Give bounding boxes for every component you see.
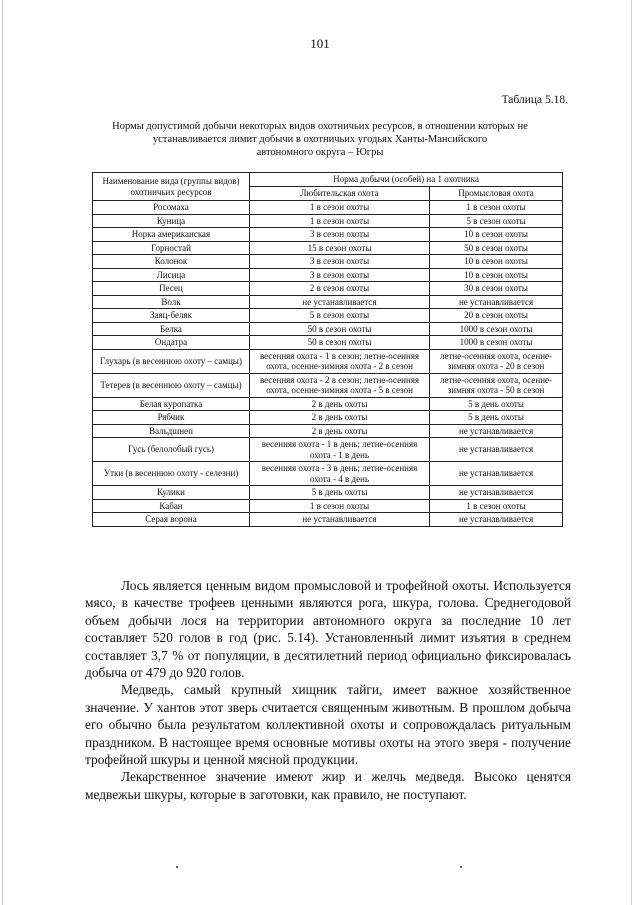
cell-commercial: 10 в сезон охоты	[430, 255, 563, 269]
caption-line: автономного округа – Югры	[256, 147, 384, 158]
caption-line: Нормы допустимой добычи некоторых видов охотничьих ресурсов, в отношении которых не	[112, 121, 528, 132]
cell-species: Ондатра	[93, 336, 250, 350]
table-row	[93, 349, 563, 373]
table-row	[93, 462, 563, 486]
hunting-norms-table	[92, 172, 563, 527]
paragraph-bear-medicine: Лекарственное значение имеют жир и желчь медведя. Высоко ценятся медвежьи шкуры, которые в заготовки, как правило, не поступают.	[85, 769, 571, 802]
table-row	[93, 295, 563, 309]
cell-species: Кабан	[93, 499, 250, 513]
cell-commercial: 5 в сезон охоты	[430, 214, 563, 228]
cell-species: Заяц-беляк	[93, 309, 250, 323]
cell-species: Песец	[93, 282, 250, 296]
cell-commercial: 50 в сезон охоты	[430, 241, 563, 255]
cell-amateur: 50 в сезон охоты	[250, 322, 430, 336]
cell-amateur: весенняя охота - 2 в сезон; летне-осенняя охота, осенне-зимняя охота - 5 в сезон	[250, 373, 430, 397]
cell-commercial: 1 в сезон охоты	[430, 201, 563, 215]
scan-speck	[176, 866, 178, 868]
table-row	[93, 336, 563, 350]
page-number: 101	[310, 36, 330, 51]
cell-species: Лисица	[93, 268, 250, 282]
cell-commercial: не устанавливается	[430, 462, 563, 486]
table-label: Таблица 5.18.	[501, 94, 568, 106]
cell-commercial: 10 в сезон охоты	[430, 268, 563, 282]
table-row	[93, 322, 563, 336]
cell-species: Серая ворона	[93, 513, 250, 527]
cell-commercial: не устанавливается	[430, 438, 563, 462]
paragraph-moose: Лось является ценным видом промысловой и трофейной охоты. Используется мясо, в качестве трофеев ценными являются рога, шкура, голова. Среднегодовой объем добычи лося на территории автономного округа за последние 10 лет составляет 520 голов в год (рис. 5.14). Установленный лимит изъятия в среднем составляет 3,7 % от популяции, в десятилетний период официально фиксировалась добыча от 479 до 920 голов.	[85, 578, 571, 681]
table-row	[93, 268, 563, 282]
cell-species: Горностай	[93, 241, 250, 255]
cell-species: Глухарь (в весеннюю охоту – самцы)	[93, 349, 250, 373]
cell-amateur: 2 в день охоты	[250, 411, 430, 425]
cell-species: Куница	[93, 214, 250, 228]
cell-species: Норка американская	[93, 228, 250, 242]
table-row	[93, 486, 563, 500]
scan-edge-right	[631, 0, 632, 905]
table-row	[93, 255, 563, 269]
cell-amateur: 1 в сезон охоты	[250, 214, 430, 228]
header-species: Наименование вида (группы видов) охотничьих ресурсов	[93, 173, 250, 201]
cell-species: Кулики	[93, 486, 250, 500]
cell-amateur: не устанавливается	[250, 513, 430, 527]
cell-species: Вальдшнеп	[93, 424, 250, 438]
paragraph-bear: Медведь, самый крупный хищник тайги, имеет важное хозяйственное значение. У хантов этот зверь считается священным животным. В прошлом добыча его обычно была результатом коллективной охоты и сопровождалась ритуальным праздником. В настоящее время основные мотивы охоты на этого зверя - получение трофейной шкуры и ценной мясной продукции.	[85, 682, 571, 768]
table-row	[93, 241, 563, 255]
table-body	[93, 201, 563, 527]
body-text	[85, 577, 571, 803]
table-caption	[80, 120, 560, 159]
cell-commercial: не устанавливается	[430, 295, 563, 309]
table-row	[93, 201, 563, 215]
cell-amateur: 2 в сезон охоты	[250, 282, 430, 296]
cell-species: Гусь (белолобый гусь)	[93, 438, 250, 462]
cell-commercial: 20 в сезон охоты	[430, 309, 563, 323]
cell-amateur: весенняя охота - 1 в сезон; летне-осенняя охота, осенне-зимняя охота - 2 в сезон	[250, 349, 430, 373]
cell-species: Тетерев (в весеннюю охоту – самцы)	[93, 373, 250, 397]
table-row	[93, 397, 563, 411]
cell-amateur: весенняя охота - 3 в день; летне-осенняя охота - 4 в день	[250, 462, 430, 486]
table-row	[93, 499, 563, 513]
cell-commercial: 10 в сезон охоты	[430, 228, 563, 242]
scan-speck	[460, 866, 462, 868]
table-row	[93, 438, 563, 462]
cell-amateur: 2 в день охоты	[250, 397, 430, 411]
cell-commercial: не устанавливается	[430, 486, 563, 500]
cell-amateur: 3 в сезон охоты	[250, 255, 430, 269]
cell-commercial: 30 в сезон охоты	[430, 282, 563, 296]
table-row	[93, 214, 563, 228]
cell-amateur: 5 в день охоты	[250, 486, 430, 500]
table-row	[93, 411, 563, 425]
cell-amateur: 3 в сезон охоты	[250, 228, 430, 242]
cell-species: Рябчик	[93, 411, 250, 425]
cell-commercial: летне-осенняя охота, осенне-зимняя охота - 20 в сезон	[430, 349, 563, 373]
cell-amateur: 5 в сезон охоты	[250, 309, 430, 323]
cell-amateur: 15 в сезон охоты	[250, 241, 430, 255]
header-amateur: Любительская охота	[250, 187, 430, 201]
cell-commercial: 1000 в сезон охоты	[430, 322, 563, 336]
cell-amateur: 50 в сезон охоты	[250, 336, 430, 350]
cell-commercial: не устанавливается	[430, 424, 563, 438]
cell-commercial: летне-осенняя охота, осенне-зимняя охота - 50 в сезон	[430, 373, 563, 397]
table-row	[93, 424, 563, 438]
cell-commercial: 5 в день охоты	[430, 397, 563, 411]
cell-species: Колонок	[93, 255, 250, 269]
cell-amateur: 3 в сезон охоты	[250, 268, 430, 282]
table-row	[93, 282, 563, 296]
caption-line: устанавливается лимит добычи в охотничьих угодьях Ханты-Мансийского	[152, 134, 488, 145]
table-row	[93, 513, 563, 527]
cell-amateur: 2 в день охоты	[250, 424, 430, 438]
cell-amateur: весенняя охота - 1 в день; летне-осенняя охота - 1 в день	[250, 438, 430, 462]
cell-commercial: не устанавливается	[430, 513, 563, 527]
cell-commercial: 1000 в сезон охоты	[430, 336, 563, 350]
cell-species: Волк	[93, 295, 250, 309]
cell-amateur: 1 в сезон охоты	[250, 499, 430, 513]
header-norm-group: Норма добычи (особей) на 1 охотника	[250, 173, 563, 187]
cell-species: Белая куропатка	[93, 397, 250, 411]
cell-commercial: 5 в день охоты	[430, 411, 563, 425]
cell-species: Росомаха	[93, 201, 250, 215]
table-row	[93, 309, 563, 323]
header-commercial: Промысловая охота	[430, 187, 563, 201]
table-row	[93, 228, 563, 242]
cell-commercial: 1 в сезон охоты	[430, 499, 563, 513]
cell-amateur: 1 в сезон охоты	[250, 201, 430, 215]
cell-species: Белка	[93, 322, 250, 336]
cell-amateur: не устанавливается	[250, 295, 430, 309]
scan-edge-left	[2, 0, 3, 905]
table-row	[93, 373, 563, 397]
cell-species: Утки (в весеннюю охоту - селезни)	[93, 462, 250, 486]
